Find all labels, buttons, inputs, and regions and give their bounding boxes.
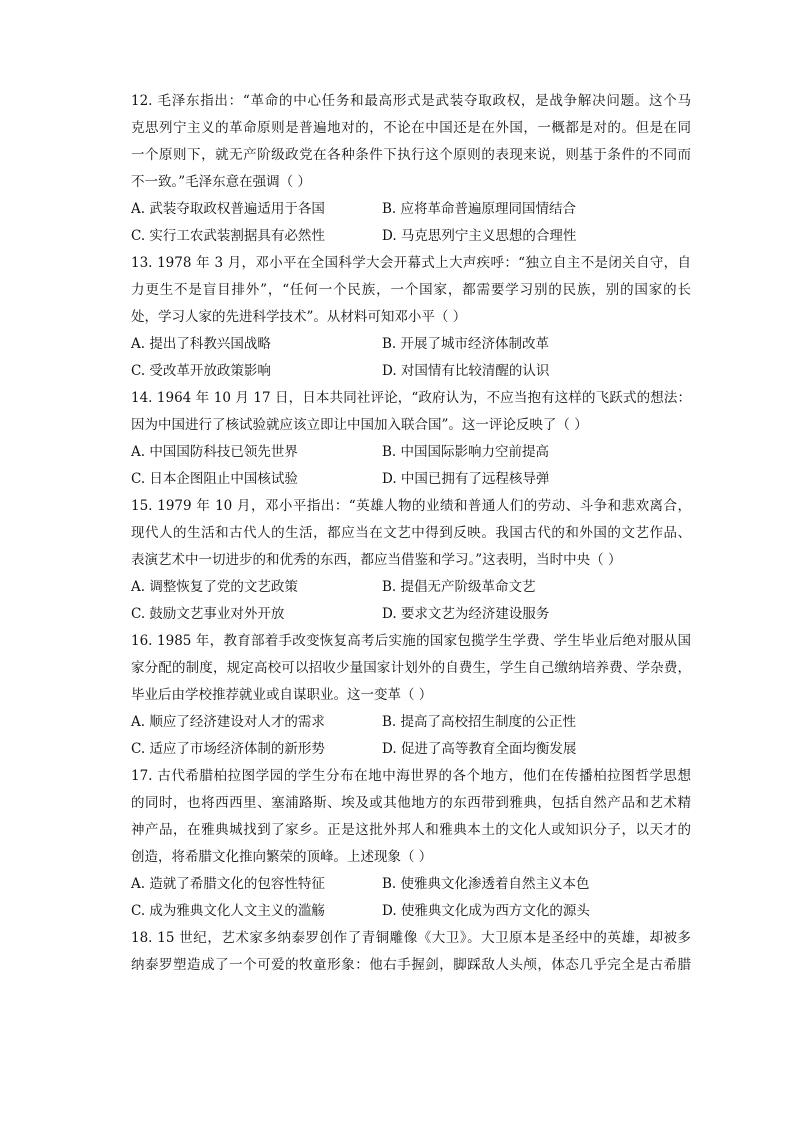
option-row xyxy=(131,601,691,628)
option-row xyxy=(131,898,691,925)
question-15 xyxy=(131,493,691,628)
option-d: D. 马克思列宁主义思想的合理性 xyxy=(382,228,577,244)
option-row xyxy=(131,466,691,493)
question-text-line: 的同时，也将西西里、塞浦路斯、埃及或其他地方的东西带到雅典，包括自然产品和艺术精 xyxy=(131,795,691,811)
question-text-line: 创造，将希腊文化推向繁荣的顶峰。上述现象（ ） xyxy=(131,849,433,865)
option-d: D. 中国已拥有了远程核导弹 xyxy=(382,471,550,487)
option-d: D. 对国情有比较清醒的认识 xyxy=(382,363,550,379)
option-row xyxy=(131,574,691,601)
question-text-line: 表演艺术中一切进步的和优秀的东西，都应当借鉴和学习。”这表明，当时中央（ ） xyxy=(131,552,622,568)
question-text-line: 因为中国进行了核试验就应该立即让中国加入联合国”。这一评论反映了（ ） xyxy=(131,417,588,433)
option-row xyxy=(131,871,691,898)
option-row xyxy=(131,331,691,358)
question-text-line: 纳泰罗塑造成了一个可爱的牧童形象：他右手握剑，脚踩敌人头颅，体态几乎完全是古希腊 xyxy=(131,957,691,973)
question-text-line: 毕业后由学校推荐就业或自谋职业。这一变革（ ） xyxy=(131,687,433,703)
option-b: B. 应将革命普遍原理同国情结合 xyxy=(382,201,577,217)
option-c: C. 受改革开放政策影响 xyxy=(131,363,271,379)
question-16 xyxy=(131,628,691,763)
question-text-line: 12. 毛泽东指出：“革命的中心任务和最高形式是武装夺取政权，是战争解决问题。这个马 xyxy=(131,93,691,109)
option-b: B. 提高了高校招生制度的公正性 xyxy=(382,714,577,730)
option-c: C. 日本企图阻止中国核试验 xyxy=(131,471,298,487)
option-c: C. 适应了市场经济体制的新形势 xyxy=(131,741,325,757)
option-row xyxy=(131,358,691,385)
option-a: A. 武装夺取政权普遍适用于各国 xyxy=(131,201,325,217)
option-b: B. 提倡无产阶级革命文艺 xyxy=(382,579,536,595)
question-text-line: 克思列宁主义的革命原则是普遍地对的，不论在中国还是在外国，一概都是对的。但是在同 xyxy=(131,120,691,136)
option-b: B. 中国国际影响力空前提高 xyxy=(382,444,550,460)
option-a: A. 中国国防科技已领先世界 xyxy=(131,444,298,460)
question-text-line: 18. 15 世纪，艺术家多纳泰罗创作了青铜雕像《大卫》。大卫原本是圣经中的英雄，却被多 xyxy=(131,930,691,946)
option-a: A. 调整恢复了党的文艺政策 xyxy=(131,579,298,595)
question-12 xyxy=(131,88,691,250)
option-d: D. 使雅典文化成为西方文化的源头 xyxy=(382,903,590,919)
question-text-line: 处，学习人家的先进科学技术”。从材料可知邓小平（ ） xyxy=(131,309,467,325)
question-list xyxy=(131,88,691,979)
option-b: B. 开展了城市经济体制改革 xyxy=(382,336,550,352)
question-text-line: 家分配的制度，规定高校可以招收少量国家计划外的自费生，学生自己缴纳培养费、学杂费， xyxy=(131,660,691,676)
question-text-line: 14. 1964 年 10 月 17 日，日本共同社评论，“政府认为，不应当抱有这样的飞跃式的想法： xyxy=(131,390,691,406)
option-c: C. 成为雅典文化人文主义的滥觞 xyxy=(131,903,325,919)
question-text-line: 一个原则下，就无产阶级政党在各种条件下执行这个原则的表现来说，则基于条件的不同而 xyxy=(131,147,691,163)
option-a: A. 顺应了经济建设对人才的需求 xyxy=(131,714,325,730)
question-13 xyxy=(131,250,691,385)
option-row xyxy=(131,196,691,223)
question-text-line: 17. 古代希腊柏拉图学园的学生分布在地中海世界的各个地方，他们在传播柏拉图哲学思想 xyxy=(131,768,691,784)
question-18 xyxy=(131,925,691,979)
option-row xyxy=(131,709,691,736)
question-text-line: 现代人的生活和古代人的生活，都应当在文艺中得到反映。我国古代的和外国的文艺作品、 xyxy=(131,525,691,541)
option-d: D. 促进了高等教育全面均衡发展 xyxy=(382,741,577,757)
option-c: C. 实行工农武装割据具有必然性 xyxy=(131,228,325,244)
option-b: B. 使雅典文化渗透着自然主义本色 xyxy=(382,876,590,892)
question-text-line: 力更生不是盲目排外”，“任何一个民族，一个国家，都需要学习别的民族，别的国家的长 xyxy=(131,282,691,298)
question-17 xyxy=(131,763,691,925)
question-text-line: 不一致。”毛泽东意在强调（ ） xyxy=(131,174,311,190)
option-row xyxy=(131,439,691,466)
question-14 xyxy=(131,385,691,493)
option-a: A. 提出了科教兴国战略 xyxy=(131,336,271,352)
option-d: D. 要求文艺为经济建设服务 xyxy=(382,606,550,622)
option-row xyxy=(131,223,691,250)
question-text-line: 13. 1978 年 3 月，邓小平在全国科学大会开幕式上大声疾呼：“独立自主不是闭关自守，自 xyxy=(131,255,691,271)
question-text-line: 16. 1985 年，教育部着手改变恢复高考后实施的国家包揽学生学费、学生毕业后绝对服从国 xyxy=(131,633,691,649)
option-a: A. 造就了希腊文化的包容性特征 xyxy=(131,876,325,892)
option-row xyxy=(131,736,691,763)
question-text-line: 15. 1979 年 10 月，邓小平指出：“英雄人物的业绩和普通人们的劳动、斗争和悲欢离合， xyxy=(131,498,691,514)
question-text-line: 神产品，在雅典城找到了家乡。正是这批外邦人和雅典本土的文化人或知识分子，以天才的 xyxy=(131,822,691,838)
option-c: C. 鼓励文艺事业对外开放 xyxy=(131,606,285,622)
